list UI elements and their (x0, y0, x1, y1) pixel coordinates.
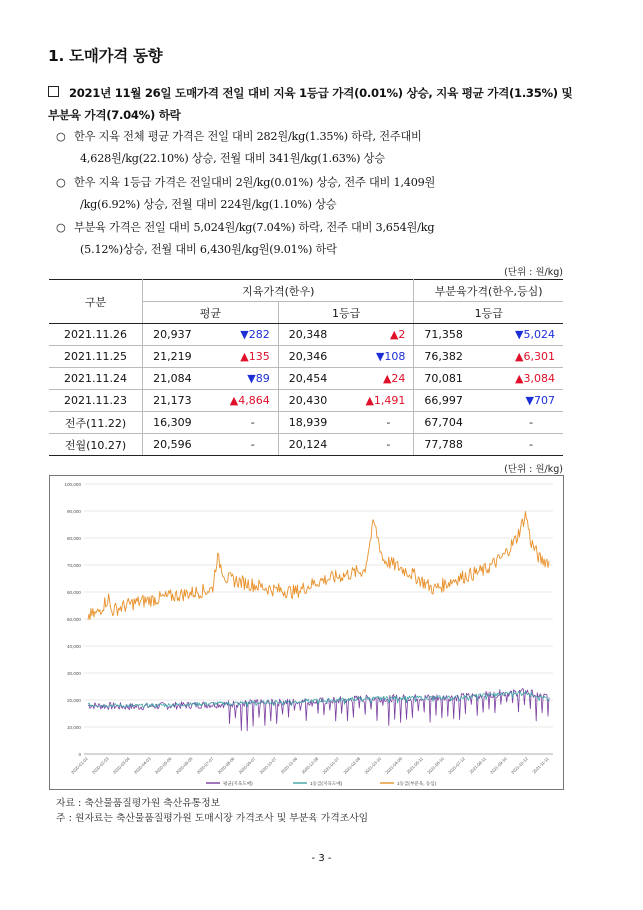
cell-grade1-change: ▲1,491 (346, 390, 414, 412)
cell-part: 70,081 (414, 368, 489, 390)
source-note: 자료 : 축산물품질평가원 축산유통정보 (56, 798, 221, 809)
cell-avg: 21,173 (143, 390, 211, 412)
bullet-line: (5.12%)상승, 전월 대비 6,430원/kg원(9.01%) 하락 (80, 243, 337, 256)
price-chart (49, 475, 564, 790)
header-gubun: 구분 (49, 280, 143, 324)
x-tick-label: 2021-02-08 (342, 756, 362, 775)
cell-avg-change: ▼282 (211, 324, 279, 346)
cell-avg: 20,596 (143, 434, 211, 456)
cell-part: 76,382 (414, 346, 489, 368)
circle-bullet-icon: ○ (56, 221, 66, 234)
circle-bullet-icon: ○ (56, 130, 66, 143)
header-grade1-part: 1등급 (414, 302, 563, 324)
y-tick-label: 70,000 (66, 563, 81, 568)
cell-avg: 21,219 (143, 346, 211, 368)
cell-grade1-change: ▼108 (346, 346, 414, 368)
x-tick-label: 2020-09-07 (237, 756, 257, 775)
cell-grade1: 20,430 (278, 390, 346, 412)
row-label: 전월(10.27) (49, 434, 143, 456)
cell-grade1: 20,124 (278, 434, 346, 456)
x-tick-label: 2021-11-11 (531, 756, 550, 775)
cell-grade1: 18,939 (278, 412, 346, 434)
bullet-item (56, 217, 576, 261)
table-row (49, 368, 563, 390)
cell-grade1: 20,346 (278, 346, 346, 368)
bullet-line: /kg(6.92%) 상승, 전월 대비 224원/kg(1.10%) 상승 (80, 198, 337, 211)
y-tick-label: 10,000 (66, 725, 81, 730)
row-label: 2021.11.26 (49, 324, 143, 346)
row-label: 2021.11.23 (49, 390, 143, 412)
x-tick-label: 2021-10-12 (510, 756, 529, 775)
y-tick-label: 0 (78, 752, 81, 757)
cell-part: 66,997 (414, 390, 489, 412)
y-tick-label: 90,000 (66, 509, 81, 514)
y-tick-label: 100,000 (64, 482, 81, 487)
circle-bullet-icon: ○ (56, 176, 66, 189)
x-tick-label: 2021-01-07 (321, 756, 341, 775)
legend-label: 1등급(지육도매) (310, 781, 343, 786)
table-unit-label: (단위 : 원/kg) (504, 267, 563, 278)
header-avg: 평균 (143, 302, 279, 324)
x-tick-label: 2020-02-03 (90, 756, 110, 775)
y-tick-label: 60,000 (66, 590, 81, 595)
cell-part: 71,358 (414, 324, 489, 346)
cell-avg-change: ▼89 (211, 368, 279, 390)
cell-avg-change: ▲4,864 (211, 390, 279, 412)
legend-label: 평균(지육도매) (223, 781, 253, 786)
chart-unit-label: (단위 : 원/kg) (504, 464, 563, 475)
x-tick-label: 2021-07-12 (447, 756, 466, 775)
cell-grade1: 20,454 (278, 368, 346, 390)
cell-part-change: - (489, 412, 563, 434)
cell-avg: 16,309 (143, 412, 211, 434)
header-jiyuk: 지육가격(한우) (143, 280, 414, 302)
cell-avg-change: - (211, 412, 279, 434)
y-tick-label: 50,000 (66, 617, 81, 622)
y-tick-label: 40,000 (66, 644, 81, 649)
series-line (88, 689, 549, 731)
bullet-line: 4,628원/kg(22.10%) 상승, 전월 대비 341원/kg(1.63%) 상승 (80, 152, 385, 165)
headline (48, 82, 578, 126)
x-tick-label: 2020-12-08 (300, 756, 320, 775)
price-table (49, 279, 563, 456)
cell-grade1-change: ▲2 (346, 324, 414, 346)
x-tick-label: 2021-05-11 (405, 756, 424, 775)
header-grade1: 1등급 (278, 302, 414, 324)
cell-grade1-change: ▲24 (346, 368, 414, 390)
x-tick-label: 2020-11-06 (279, 756, 299, 775)
table-row (49, 390, 563, 412)
y-tick-label: 30,000 (66, 671, 81, 676)
series-line (88, 512, 549, 620)
table-row (49, 346, 563, 368)
legend-label: 1등급(부분육, 등심) (397, 781, 437, 786)
cell-avg-change: ▲135 (211, 346, 279, 368)
y-tick-label: 20,000 (66, 698, 81, 703)
cell-grade1: 20,348 (278, 324, 346, 346)
cell-part-change: ▼5,024 (489, 324, 563, 346)
cell-part-change: ▲3,084 (489, 368, 563, 390)
table-row (49, 434, 563, 456)
table-row (49, 324, 563, 346)
x-tick-label: 2020-01-02 (70, 756, 89, 775)
x-tick-label: 2021-03-10 (363, 756, 383, 775)
x-tick-label: 2020-07-07 (195, 756, 215, 775)
row-label: 2021.11.25 (49, 346, 143, 368)
x-tick-label: 2020-04-03 (132, 756, 152, 775)
bullet-item (56, 126, 576, 170)
y-tick-label: 80,000 (66, 536, 81, 541)
page-number: - 3 - (311, 853, 332, 864)
x-tick-label: 2021-08-11 (468, 756, 487, 775)
cell-part-change: ▲6,301 (489, 346, 563, 368)
table-row (49, 412, 563, 434)
table-body (49, 324, 563, 456)
cell-avg: 21,084 (143, 368, 211, 390)
bullet-line: 부분육 가격은 전일 대비 5,024원/kg(7.04%) 하락, 전주 대비 3,654원/kg (74, 221, 435, 234)
cell-part-change: - (489, 434, 563, 456)
x-tick-label: 2020-03-04 (111, 756, 131, 775)
footnote: 주 : 원자료는 축산물품질평가원 도매시장 가격조사 및 부분육 가격조사임 (56, 813, 369, 824)
bullet-line: 한우 지육 전체 평균 가격은 전일 대비 282원/kg(1.35%) 하락, 전주대비 (74, 130, 422, 143)
cell-grade1-change: - (346, 412, 414, 434)
x-tick-label: 2021-06-10 (426, 756, 445, 775)
x-tick-label: 2020-08-06 (216, 756, 236, 775)
section-title: 1. 도매가격 동향 (48, 47, 163, 65)
cell-part: 67,704 (414, 412, 489, 434)
x-tick-label: 2021-09-10 (489, 756, 508, 775)
checkbox-square-icon (48, 86, 59, 97)
row-label: 2021.11.24 (49, 368, 143, 390)
bullet-line: 한우 지육 1등급 가격은 전일대비 2원/kg(0.01%) 상승, 전주 대비 1,409원 (74, 176, 436, 189)
x-tick-label: 2020-06-05 (174, 756, 194, 775)
cell-avg-change: - (211, 434, 279, 456)
headline-text: 2021년 11월 26일 도매가격 전일 대비 지육 1등급 가격(0.01%) 상승, 지육 평균 가격(1.35%) 및 부분육 가격(7.04%) 하락 (48, 86, 573, 122)
cell-part-change: ▼707 (489, 390, 563, 412)
cell-avg: 20,937 (143, 324, 211, 346)
x-tick-label: 2020-05-06 (153, 756, 173, 775)
bullet-item (56, 172, 576, 216)
header-bubun: 부분육가격(한우,등심) (414, 280, 563, 302)
row-label: 전주(11.22) (49, 412, 143, 434)
x-tick-label: 2021-04-09 (384, 756, 404, 775)
cell-part: 77,788 (414, 434, 489, 456)
price-chart-svg (50, 476, 563, 789)
cell-grade1-change: - (346, 434, 414, 456)
x-tick-label: 2020-10-07 (258, 756, 278, 775)
